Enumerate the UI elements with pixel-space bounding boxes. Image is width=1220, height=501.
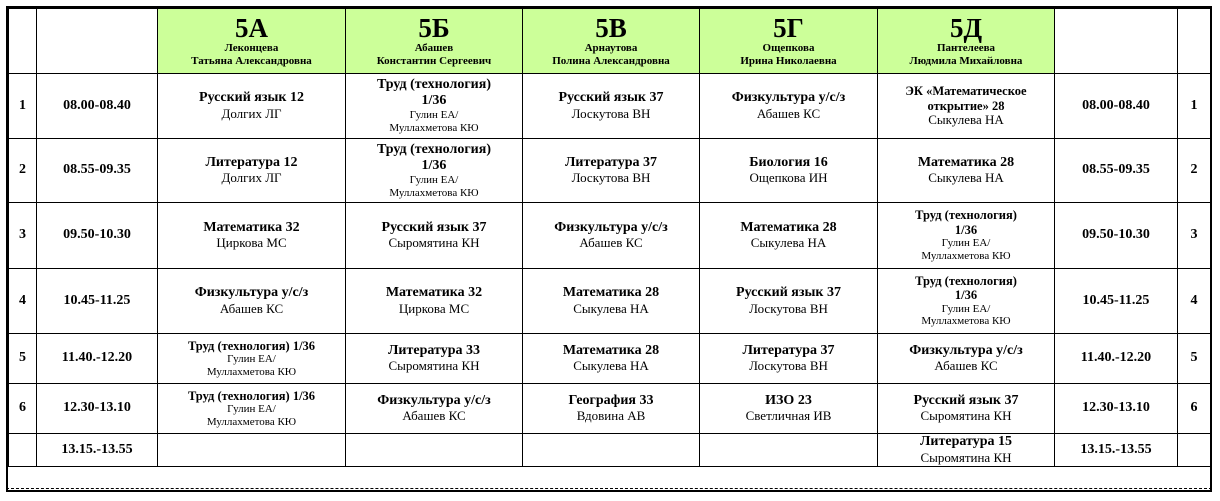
- teacher-name: Гулин ЕА/: [227, 403, 276, 416]
- teacher-name: Сыкулева НА: [573, 358, 649, 374]
- subject-name: Русский язык 37: [558, 90, 664, 106]
- lesson-number-right: 2: [1178, 139, 1211, 203]
- lesson-number-right: [1178, 434, 1211, 467]
- class-header-5b: [346, 9, 523, 74]
- teacher-name: Гулин ЕА/: [227, 353, 276, 366]
- lesson-cell: [346, 74, 523, 139]
- class-name: 5Б: [418, 12, 450, 43]
- lesson-cell: [700, 384, 878, 434]
- class-teacher-name: Полина Александровна: [552, 54, 670, 67]
- lesson-time-right: 12.30-13.10: [1055, 384, 1178, 434]
- class-header-5d: [878, 9, 1055, 74]
- teacher-name: Муллахметова КЮ: [389, 186, 479, 199]
- subject-name: Биология 16: [749, 154, 828, 170]
- teacher-name: Гулин ЕА/: [941, 302, 991, 315]
- lesson-cell: [878, 74, 1055, 139]
- class-name: 5В: [595, 12, 627, 43]
- lesson-cell: [523, 74, 700, 139]
- lesson-cell: [346, 203, 523, 269]
- header-row: [9, 9, 1211, 74]
- subject-name: Физкультура у/с/з: [194, 285, 309, 301]
- teacher-name: Лоскутова ВН: [749, 300, 828, 316]
- lesson-cell: [700, 203, 878, 269]
- class-name: 5Г: [773, 12, 804, 43]
- lesson-number-right: 3: [1178, 203, 1211, 269]
- subject-name: Литература 15: [920, 434, 1012, 450]
- class-name: 5Д: [949, 12, 983, 43]
- lesson-cell: [878, 139, 1055, 203]
- subject-name: Труд (технология) 1/36: [187, 338, 316, 353]
- lesson-cell: [878, 269, 1055, 334]
- subject-name: Русский язык 37: [381, 219, 487, 235]
- corner-cell-left: [9, 9, 37, 74]
- lesson-number: 1: [9, 74, 37, 139]
- subject-name: Математика 32: [385, 285, 483, 301]
- subject-name: Математика 28: [562, 342, 660, 358]
- teacher-name: Абашев КС: [219, 300, 284, 316]
- lesson-number: 6: [9, 384, 37, 434]
- class-teacher-name: Татьяна Александровна: [191, 54, 312, 67]
- lesson-time-right: 10.45-11.25: [1055, 269, 1178, 334]
- subject-name: Русский язык 37: [913, 392, 1019, 408]
- lesson-cell: [878, 434, 1055, 467]
- subject-name: Литература 37: [742, 342, 835, 358]
- lesson-row: [9, 74, 1211, 139]
- lesson-row: [9, 434, 1211, 467]
- lesson-number-right: 6: [1178, 384, 1211, 434]
- teacher-name: Сыкулева НА: [573, 300, 649, 316]
- teacher-name: Абашев КС: [756, 105, 821, 121]
- teacher-name: Сыромятина КН: [388, 358, 480, 374]
- lesson-number: [9, 434, 37, 467]
- lesson-number: 5: [9, 334, 37, 384]
- lesson-row: [9, 139, 1211, 203]
- lesson-number: 4: [9, 269, 37, 334]
- class-teacher-name: Ирина Николаевна: [740, 54, 837, 67]
- teacher-name: Циркова МС: [398, 300, 470, 316]
- lesson-cell: [700, 74, 878, 139]
- class-name: 5А: [235, 12, 268, 43]
- teacher-name: Лоскутова ВН: [749, 358, 828, 374]
- subject-name: Русский язык 12: [199, 90, 304, 106]
- teacher-name: Муллахметова КЮ: [206, 365, 297, 378]
- teacher-name: Лоскутова ВН: [571, 105, 651, 121]
- class-teacher-surname: Арнаутова: [584, 41, 638, 54]
- teacher-name: Муллахметова КЮ: [389, 122, 479, 135]
- lesson-cell: [346, 269, 523, 334]
- schedule-body: [9, 74, 1211, 467]
- lesson-cell: [523, 434, 700, 467]
- subject-name: 1/36: [954, 222, 978, 237]
- subject-name: Физкультура у/с/з: [731, 90, 846, 106]
- lesson-row: [9, 384, 1211, 434]
- teacher-name: Муллахметова КЮ: [921, 315, 1011, 328]
- lesson-time: 13.15.-13.55: [37, 434, 158, 467]
- lesson-cell: [158, 203, 346, 269]
- teacher-name: Гулин ЕА/: [941, 237, 991, 250]
- lesson-cell: [346, 434, 523, 467]
- schedule-table: [8, 8, 1211, 467]
- teacher-name: Сыкулева НА: [928, 170, 1004, 186]
- lesson-cell: [158, 384, 346, 434]
- teacher-name: Светличная ИВ: [745, 408, 832, 424]
- lesson-number-right: 5: [1178, 334, 1211, 384]
- teacher-name: Абашев КС: [934, 358, 998, 374]
- subject-name: Труд (технология): [377, 77, 491, 93]
- lesson-cell: [346, 139, 523, 203]
- teacher-name: Гулин ЕА/: [409, 173, 459, 186]
- subject-name: ИЗО 23: [765, 392, 812, 408]
- subject-name: 1/36: [954, 288, 978, 303]
- lesson-number: 3: [9, 203, 37, 269]
- class-header-5a: [158, 9, 346, 74]
- lesson-cell: [158, 74, 346, 139]
- teacher-name: Гулин ЕА/: [409, 109, 459, 122]
- lesson-cell: [158, 139, 346, 203]
- bottom-divider: [6, 488, 1212, 489]
- teacher-name: Ощепкова ИН: [749, 170, 828, 186]
- subject-name: открытие» 28: [927, 98, 1005, 113]
- teacher-name: Долгих ЛГ: [221, 105, 282, 121]
- subject-name: Физкультура у/с/з: [554, 219, 668, 235]
- lesson-cell: [523, 139, 700, 203]
- lesson-time: 12.30-13.10: [37, 384, 158, 434]
- lesson-number: 2: [9, 139, 37, 203]
- subject-name: ЭК «Математическое: [905, 84, 1027, 99]
- lesson-cell: [523, 269, 700, 334]
- lesson-row: [9, 334, 1211, 384]
- teacher-name: Сыромятина КН: [920, 408, 1012, 424]
- subject-name: 1/36: [421, 93, 447, 109]
- subject-name: 1/36: [421, 157, 447, 173]
- lesson-time-right: 08.55-09.35: [1055, 139, 1178, 203]
- lesson-number-right: 1: [1178, 74, 1211, 139]
- lesson-cell: [878, 384, 1055, 434]
- lesson-row: [9, 203, 1211, 269]
- class-teacher-surname: Леконцева: [224, 41, 279, 54]
- lesson-cell: [346, 384, 523, 434]
- lesson-cell: [878, 203, 1055, 269]
- class-teacher-name: Людмила Михайловна: [909, 54, 1023, 67]
- lesson-cell: [700, 269, 878, 334]
- teacher-name: Лоскутова ВН: [571, 170, 651, 186]
- subject-name: Русский язык 37: [736, 285, 841, 301]
- teacher-name: Сыкулева НА: [928, 111, 1004, 127]
- lesson-time-right: 11.40.-12.20: [1055, 334, 1178, 384]
- lesson-time: 09.50-10.30: [37, 203, 158, 269]
- subject-name: Физкультура у/с/з: [377, 392, 491, 408]
- subject-name: Труд (технология): [915, 273, 1017, 288]
- class-teacher-surname: Пантелеева: [936, 41, 996, 54]
- lesson-cell: [346, 334, 523, 384]
- lesson-time-right: 09.50-10.30: [1055, 203, 1178, 269]
- subject-name: Физкультура у/с/з: [909, 342, 1023, 358]
- teacher-name: Муллахметова КЮ: [921, 249, 1011, 262]
- subject-name: Труд (технология): [915, 208, 1017, 223]
- corner-cell-time-right: [1055, 9, 1178, 74]
- class-header-5g: [700, 9, 878, 74]
- lesson-cell: [158, 434, 346, 467]
- lesson-time: 11.40.-12.20: [37, 334, 158, 384]
- lesson-cell: [878, 334, 1055, 384]
- subject-name: Литература 12: [205, 154, 298, 170]
- lesson-cell: [700, 334, 878, 384]
- class-header-5v: [523, 9, 700, 74]
- class-teacher-surname: Ощепкова: [762, 41, 815, 54]
- lesson-cell: [523, 334, 700, 384]
- lesson-time-right: 13.15.-13.55: [1055, 434, 1178, 467]
- teacher-name: Абашев КС: [579, 235, 643, 251]
- lesson-time: 08.00-08.40: [37, 74, 158, 139]
- lesson-number-right: 4: [1178, 269, 1211, 334]
- subject-name: География 33: [568, 392, 654, 408]
- class-teacher-name: Константин Сергеевич: [376, 54, 492, 67]
- teacher-name: Вдовина АВ: [576, 408, 646, 424]
- corner-cell-time: [37, 9, 158, 74]
- teacher-name: Абашев КС: [402, 408, 466, 424]
- teacher-name: Сыкулева НА: [750, 235, 827, 251]
- teacher-name: Долгих ЛГ: [221, 170, 282, 186]
- teacher-name: Сыромятина КН: [388, 235, 480, 251]
- teacher-name: Циркова МС: [216, 235, 287, 251]
- class-teacher-surname: Абашев: [414, 41, 454, 54]
- lesson-cell: [700, 434, 878, 467]
- subject-name: Труд (технология) 1/36: [187, 388, 316, 403]
- lesson-row: [9, 269, 1211, 334]
- subject-name: Математика 28: [562, 285, 660, 301]
- lesson-cell: [158, 334, 346, 384]
- lesson-cell: [523, 203, 700, 269]
- subject-name: Математика 28: [740, 219, 837, 235]
- lesson-time-right: 08.00-08.40: [1055, 74, 1178, 139]
- subject-name: Литература 37: [565, 154, 657, 170]
- subject-name: Математика 28: [917, 154, 1015, 170]
- lesson-cell: [523, 384, 700, 434]
- lesson-cell: [700, 139, 878, 203]
- subject-name: Литература 33: [388, 342, 480, 358]
- lesson-cell: [158, 269, 346, 334]
- teacher-name: Муллахметова КЮ: [206, 415, 297, 428]
- subject-name: Труд (технология): [377, 141, 491, 157]
- teacher-name: Сыромятина КН: [920, 449, 1012, 465]
- lesson-time: 08.55-09.35: [37, 139, 158, 203]
- subject-name: Математика 32: [203, 219, 300, 235]
- lesson-time: 10.45-11.25: [37, 269, 158, 334]
- corner-cell-right: [1178, 9, 1211, 74]
